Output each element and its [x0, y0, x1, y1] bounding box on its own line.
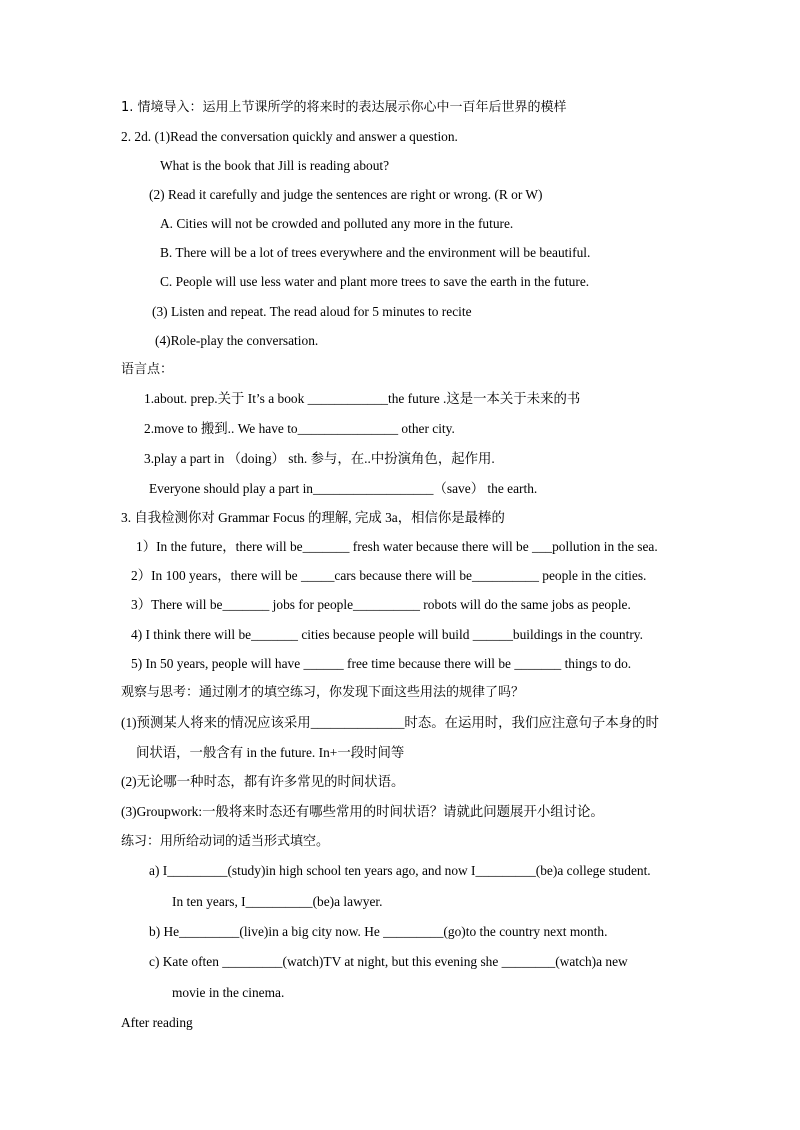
task-2d-part4: (4)Role-play the conversation.	[155, 333, 319, 348]
exercise-c: c) Kate often _________(watch)TV at night, but this evening she ________(watch)a new	[149, 954, 628, 969]
language-point-2: 2.move to 搬到.. We have to_______________ other city.	[144, 421, 455, 436]
grammar-item-3: 3）There will be_______ jobs for people__________ robots will do the same jobs as people.	[131, 597, 631, 612]
grammar-focus-heading: 3. 自我检测你对 Grammar Focus 的理解, 完成 3a，相信你是最棒的	[121, 510, 505, 525]
grammar-item-1: 1）In the future，there will be_______ fresh water because there will be ___pollution in the sea.	[136, 539, 658, 554]
exercise-b: b) He_________(live)in a big city now. He _________(go)to the country next month.	[149, 924, 608, 939]
task-2d-part1: 2. 2d. (1)Read the conversation quickly and answer a question.	[121, 129, 458, 144]
exercise-a-cont: In ten years, I__________(be)a lawyer.	[172, 894, 383, 909]
observe-heading: 观察与思考：通过刚才的填空练习，你发现下面这些用法的规律了吗？	[121, 685, 525, 700]
language-point-3: 3.play a part in （doing） sth. 参与，在..中扮演角色，起作用.	[144, 451, 495, 466]
statement-a: A. Cities will not be crowded and polluted any more in the future.	[160, 216, 514, 231]
task-2d-part3: (3) Listen and repeat. The read aloud for 5 minutes to recite	[152, 304, 472, 319]
after-reading-heading: After reading	[121, 1015, 193, 1030]
observe-point-3: (3)Groupwork:一般将来时态还有哪些常用的时间状语？请就此问题展开小组讨论。	[121, 804, 604, 819]
exercise-heading: 练习：用所给动词的适当形式填空。	[121, 834, 330, 849]
observe-point-1-cont: 间状语，一般含有 in the future. In+一段时间等	[136, 745, 405, 760]
observe-point-2: (2)无论哪一种时态，都有许多常见的时间状语。	[121, 774, 405, 789]
grammar-item-2: 2）In 100 years，there will be _____cars because there will be__________ people in the cities.	[131, 568, 647, 583]
statement-c: C. People will use less water and plant more trees to save the earth in the future.	[160, 274, 590, 289]
question-book: What is the book that Jill is reading about?	[160, 158, 390, 173]
statement-b: B. There will be a lot of trees everywhere and the environment will be beautiful.	[160, 245, 591, 260]
observe-point-1: (1)预测某人将来的情况应该采用______________时态。在运用时，我们应注意句子本身的时	[121, 715, 659, 730]
grammar-item-5: 5) In 50 years, people will have ______ free time because there will be _______ things to do.	[131, 656, 632, 671]
exercise-a: a) I_________(study)in high school ten years ago, and now I_________(be)a college student.	[149, 863, 651, 878]
exercise-c-cont: movie in the cinema.	[172, 985, 285, 1000]
grammar-item-4: 4) I think there will be_______ cities because people will build ______buildings in the country.	[131, 627, 643, 642]
language-points-heading: 语言点：	[121, 362, 174, 377]
task-2d-part2: (2) Read it carefully and judge the sentences are right or wrong. (R or W)	[149, 187, 543, 202]
warmup-task: 1. 情境导入：运用上节课所学的将来时的表达展示你心中一百年后世界的模样	[121, 100, 567, 115]
language-point-3-example: Everyone should play a part in__________________（save） the earth.	[149, 481, 538, 496]
language-point-1: 1.about. prep.关于 It’s a book ____________the future .这是一本关于未来的书	[144, 391, 581, 406]
